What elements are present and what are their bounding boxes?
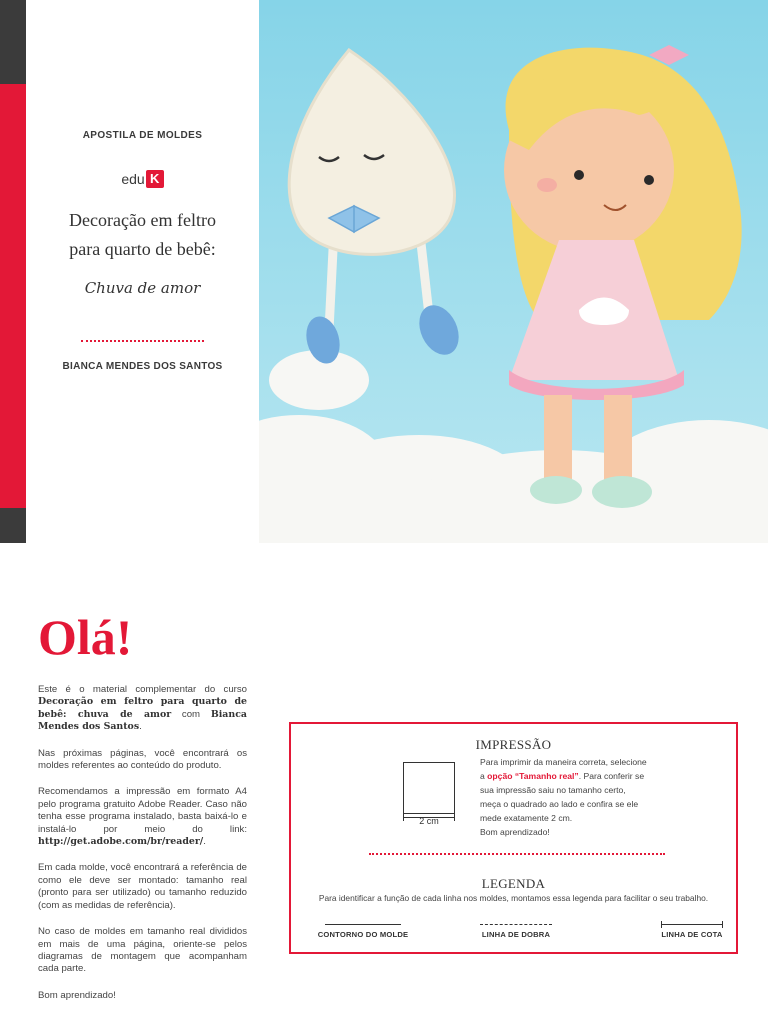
legend-item-fold bbox=[473, 924, 559, 939]
dimension-line-sample bbox=[661, 924, 723, 925]
eduk-logo bbox=[26, 170, 259, 188]
intro-p3-b: . bbox=[203, 836, 206, 848]
print-text-c: Bom aprendizado! bbox=[480, 827, 550, 837]
calibration-square bbox=[403, 762, 455, 814]
cover-panel bbox=[26, 0, 259, 543]
print-option: opção “Tamanho real” bbox=[487, 771, 579, 781]
cover-photo bbox=[259, 0, 768, 543]
intro-paragraph-4: Em cada molde, você encontrará a referência de como ele deve ser montado: tamanho real (pronto para ser utilizado) ou tamanho reduzido (com as medidas de referência). bbox=[38, 862, 247, 911]
spine-bottom-bar bbox=[0, 508, 26, 543]
print-text bbox=[480, 755, 648, 839]
print-heading: IMPRESSÃO bbox=[475, 737, 552, 752]
print-instructions-box bbox=[289, 722, 738, 954]
measure-label: 2 cm bbox=[419, 816, 439, 826]
intro-paragraph-6: Bom aprendizado! bbox=[38, 989, 116, 1001]
intro-paragraph-3 bbox=[38, 786, 247, 848]
box-dotted-divider bbox=[369, 853, 665, 855]
intro-text bbox=[38, 684, 247, 1016]
intro-paragraph-1 bbox=[38, 684, 247, 734]
cover-kicker: APOSTILA DE MOLDES bbox=[82, 130, 203, 141]
spine-top-bar bbox=[0, 0, 26, 84]
print-text-b: . Para conferir se sua impressão saiu no tamanho certo, meça o quadrado ao lado e confira se ele mede exatamente 2 cm. bbox=[480, 771, 645, 823]
legend-label-dimension: LINHA DE COTA bbox=[661, 930, 723, 939]
intro-paragraph-5: No caso de moldes em tamanho real divididos em mais de uma página, oriente-se pelos diagramas de montagem que acompanham cada parte. bbox=[38, 926, 247, 975]
cover-dotted-divider bbox=[81, 340, 204, 342]
cover-subtitle: Chuva de amor bbox=[84, 279, 201, 297]
legend-label-outline: CONTORNO DO MOLDE bbox=[317, 930, 409, 939]
logo-text: edu bbox=[121, 171, 145, 187]
intro-author-name: Bianca Mendes dos Santos bbox=[38, 708, 247, 733]
cover-title bbox=[26, 206, 259, 264]
intro-p1-c: . bbox=[139, 721, 142, 733]
intro-paragraph-2: Nas próximas páginas, você encontrará os moldes referentes ao conteúdo do produto. bbox=[38, 747, 247, 772]
intro-course-name: Decoração em feltro para quarto de bebê: chuva de amor bbox=[38, 696, 247, 720]
intro-p1-b: com bbox=[171, 708, 211, 720]
legend-item-outline bbox=[313, 924, 413, 939]
legend-label-fold: LINHA DE DOBRA bbox=[481, 930, 551, 939]
intro-p1-a: Este é o material complementar do curso bbox=[38, 684, 247, 695]
intro-p3-a: Recomendamos a impressão em formato A4 pelo programa gratuito Adobe Reader. Caso não tenha esse programa instalado, basta baixá-lo e instalá-lo por meio do link: bbox=[38, 786, 247, 835]
print-text-a: Para imprimir da maneira correta, selecione a bbox=[480, 757, 647, 781]
hello-heading: Olá! bbox=[38, 609, 133, 665]
felt-dolls-illustration bbox=[259, 0, 768, 543]
cover-title-line-1: Decoração em feltro bbox=[69, 210, 216, 230]
adobe-reader-link[interactable]: http://get.adobe.com/br/reader/ bbox=[38, 836, 204, 848]
spine-red-bar bbox=[0, 84, 26, 508]
solid-line-sample bbox=[325, 924, 401, 925]
cover-title-line-2: para quarto de bebê: bbox=[69, 239, 216, 259]
cover-author: BIANCA MENDES DOS SANTOS bbox=[62, 361, 223, 372]
logo-badge: K bbox=[146, 170, 164, 188]
dashed-line-sample bbox=[480, 924, 552, 925]
legend-text: Para identificar a função de cada linha nos moldes, montamos essa legenda para facilitar o seu trabalho. bbox=[318, 893, 709, 903]
legend-heading: LEGENDA bbox=[481, 876, 546, 891]
legend-item-dimension bbox=[659, 924, 725, 939]
